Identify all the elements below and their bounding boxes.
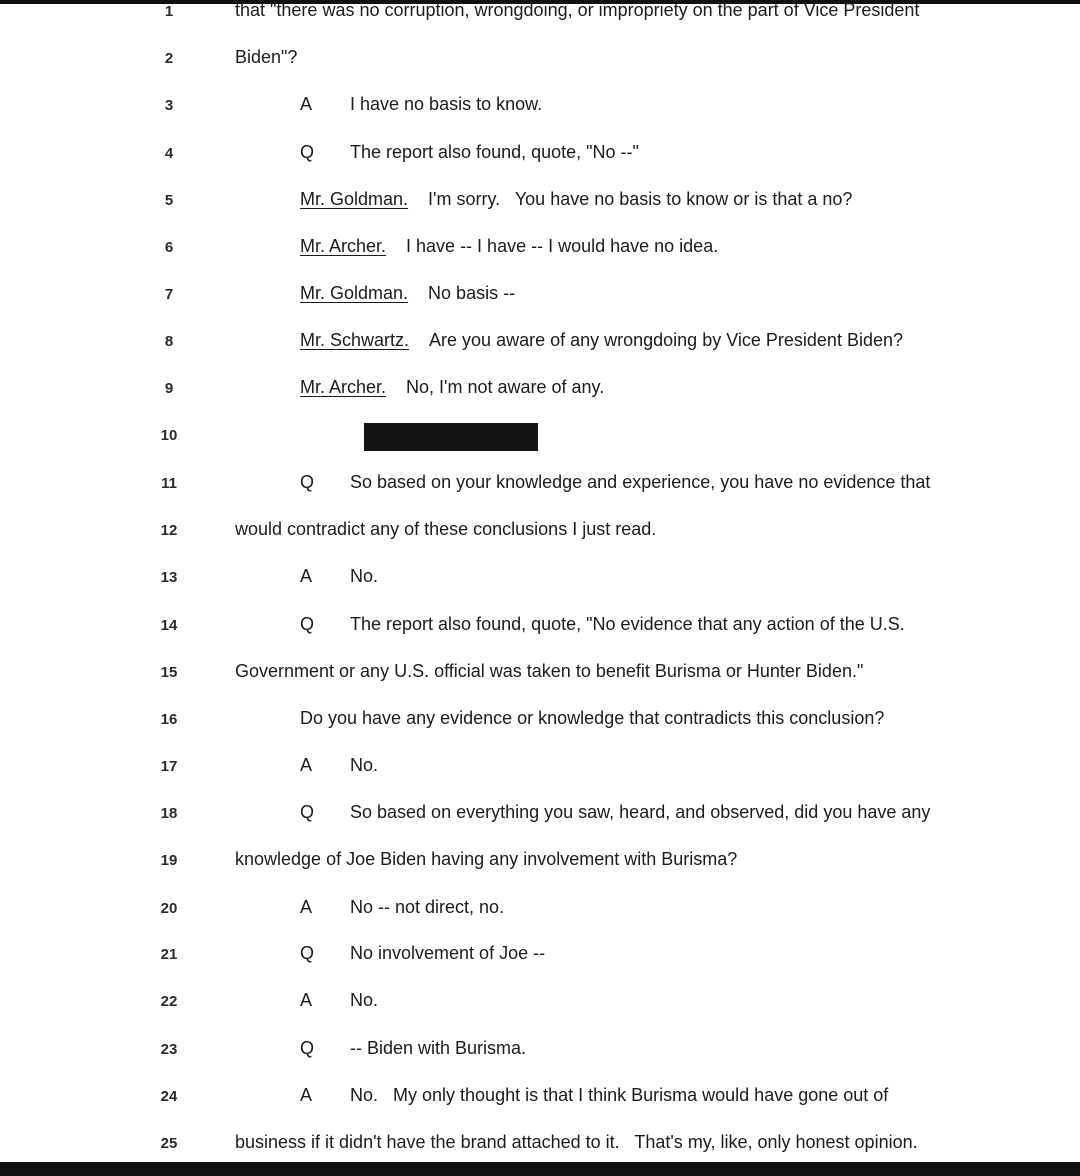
line-number: 8 (164, 333, 174, 350)
line-text: business if it didn't have the brand attached to it. That's my, like, only honest opinion. (235, 1132, 918, 1152)
line-number: 16 (160, 711, 178, 728)
transcript-line (0, 0, 1080, 27)
qa-marker: A (300, 94, 313, 114)
speech-text: Are you aware of any wrongdoing by Vice President Biden? (429, 330, 903, 350)
transcript-line (0, 752, 1080, 782)
line-text (300, 236, 718, 257)
transcript-line (0, 44, 1080, 74)
line-text: No. (350, 755, 379, 775)
line-number: 23 (160, 1041, 178, 1058)
line-number: 18 (160, 805, 178, 822)
transcript-line (0, 894, 1080, 924)
transcript-line (0, 1129, 1080, 1159)
line-number: 20 (160, 900, 178, 917)
line-text: No -- not direct, no. (350, 897, 505, 917)
line-text: No. (350, 990, 379, 1010)
line-text: that "there was no corruption, wrongdoing, or impropriety on the part of Vice President (235, 0, 920, 20)
line-text: Government or any U.S. official was taken to benefit Burisma or Hunter Biden." (235, 661, 864, 681)
transcript-line (0, 91, 1080, 121)
line-number: 5 (164, 192, 174, 209)
line-text (300, 283, 515, 304)
line-number: 25 (160, 1135, 178, 1152)
line-number: 2 (164, 50, 174, 67)
qa-marker: A (300, 990, 313, 1010)
transcript-line (0, 799, 1080, 829)
transcript-line (0, 846, 1080, 876)
line-text: Biden"? (235, 47, 298, 67)
qa-marker: Q (300, 1038, 315, 1058)
qa-marker: A (300, 897, 313, 917)
transcript-line (0, 186, 1080, 216)
line-number: 24 (160, 1088, 178, 1105)
speech-text: No, I'm not aware of any. (406, 377, 605, 397)
transcript-line (0, 563, 1080, 593)
qa-marker: Q (300, 943, 315, 963)
qa-marker: A (300, 566, 313, 586)
line-number: 9 (164, 380, 174, 397)
line-text: -- Biden with Burisma. (350, 1038, 527, 1058)
line-text (300, 189, 852, 210)
speech-text: I have -- I have -- I would have no idea. (406, 236, 719, 256)
transcript-line (0, 327, 1080, 357)
qa-marker: Q (300, 614, 315, 634)
line-text: Do you have any evidence or knowledge that contradicts this conclusion? (300, 708, 885, 728)
qa-marker: A (300, 1085, 313, 1105)
transcript-line (0, 705, 1080, 735)
line-number: 10 (160, 427, 178, 444)
line-number: 17 (160, 758, 178, 775)
speaker-name: Mr. Goldman. (300, 283, 409, 303)
line-number: 4 (164, 145, 174, 162)
speaker-name: Mr. Goldman. (300, 189, 409, 209)
line-number: 1 (164, 3, 174, 20)
line-text (300, 330, 903, 351)
line-number: 13 (160, 569, 178, 586)
transcript-line (0, 940, 1080, 970)
transcript-line (0, 280, 1080, 310)
qa-marker: Q (300, 802, 315, 822)
qa-marker: Q (300, 142, 315, 162)
qa-marker: Q (300, 472, 315, 492)
speaker-name: Mr. Archer. (300, 236, 387, 256)
line-number: 19 (160, 852, 178, 869)
line-number: 3 (164, 97, 174, 114)
qa-marker: A (300, 755, 313, 775)
transcript-line (0, 987, 1080, 1017)
transcript-line (0, 611, 1080, 641)
speech-text: No basis -- (428, 283, 516, 303)
transcript-line (0, 421, 1080, 451)
line-text: The report also found, quote, "No --" (350, 142, 639, 162)
line-text: I have no basis to know. (350, 94, 543, 114)
speaker-name: Mr. Schwartz. (300, 330, 410, 350)
transcript-line (0, 516, 1080, 546)
line-text: So based on everything you saw, heard, and observed, did you have any (350, 802, 931, 822)
line-text (300, 377, 604, 398)
transcript-line (0, 1035, 1080, 1065)
line-number: 6 (164, 239, 174, 256)
transcript-line (0, 233, 1080, 263)
bottom-border (0, 1162, 1080, 1176)
speech-text: I'm sorry. You have no basis to know or is that a no? (428, 189, 853, 209)
line-text: No. (350, 566, 379, 586)
line-text: knowledge of Joe Biden having any involvement with Burisma? (235, 849, 738, 869)
line-number: 15 (160, 664, 178, 681)
line-text: So based on your knowledge and experience, you have no evidence that (350, 472, 931, 492)
line-number: 12 (160, 522, 178, 539)
line-number: 21 (160, 946, 178, 963)
redaction-bar (364, 423, 538, 451)
line-text: would contradict any of these conclusions I just read. (235, 519, 657, 539)
line-number: 11 (161, 475, 177, 492)
line-text: No. My only thought is that I think Burisma would have gone out of (350, 1085, 889, 1105)
speaker-name: Mr. Archer. (300, 377, 387, 397)
transcript-line (0, 469, 1080, 499)
transcript-line (0, 1082, 1080, 1112)
line-text: The report also found, quote, "No evidence that any action of the U.S. (350, 614, 905, 634)
transcript-line (0, 139, 1080, 169)
line-text: No involvement of Joe -- (350, 943, 546, 963)
line-number: 14 (160, 617, 178, 634)
transcript-line (0, 374, 1080, 404)
line-number: 22 (160, 993, 178, 1010)
line-number: 7 (164, 286, 174, 303)
transcript-line (0, 658, 1080, 688)
